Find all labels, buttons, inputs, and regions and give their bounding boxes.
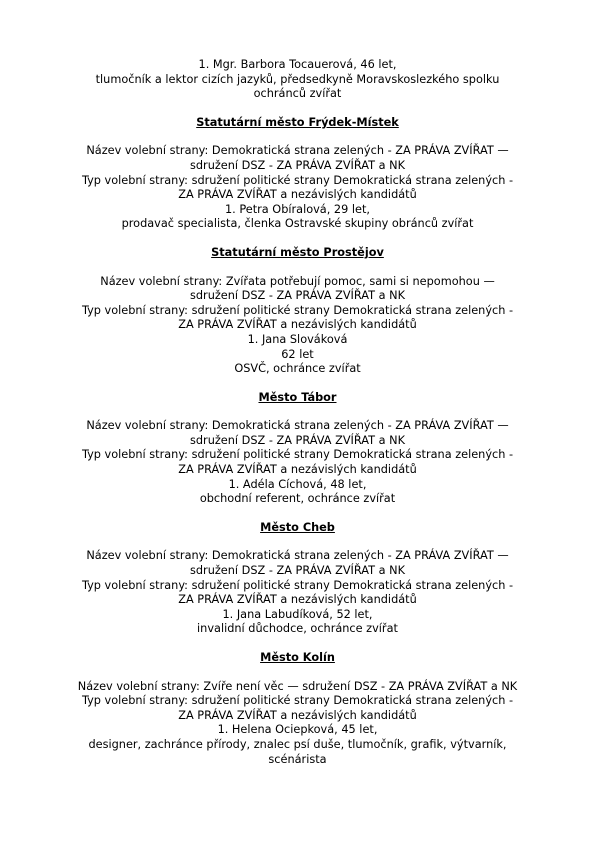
intro-line: tlumočník a lektor cizích jazyků, předsedkyně Moravskoslezkého spolku	[95, 72, 500, 86]
candidate-line: obchodní referent, ochránce zvířat	[199, 492, 396, 506]
candidate-line: 1. Petra Obíralová, 29 let,	[224, 202, 370, 216]
candidate-line: 62 let	[281, 347, 314, 361]
candidate-line: designer, zachránce přírody, znalec psí duše, tlumočník, grafik, výtvarník,	[88, 737, 507, 751]
candidate-line: 1. Adéla Cíchová, 48 let,	[228, 477, 367, 491]
party-name-line: Název volební strany: Demokratická strana zelených - ZA PRÁVA ZVÍŘAT —	[86, 549, 509, 563]
party-type-line: ZA PRÁVA ZVÍŘAT a nezávislých kandidátů	[178, 593, 417, 607]
section-kolin	[50, 651, 545, 767]
party-type-line: Typ volební strany: sdružení politické strany Demokratická strana zelených -	[81, 578, 514, 592]
intro-line: ochránců zvířat	[253, 87, 342, 101]
party-type-line: ZA PRÁVA ZVÍŘAT a nezávislých kandidátů	[178, 188, 417, 202]
section-frydek-mistek	[50, 116, 545, 232]
section-tabor	[50, 391, 545, 507]
party-type-line: Typ volební strany: sdružení politické strany Demokratická strana zelených -	[81, 448, 514, 462]
party-type-line: ZA PRÁVA ZVÍŘAT a nezávislých kandidátů	[178, 318, 417, 332]
party-type-line: Typ volební strany: sdružení politické strany Demokratická strana zelených -	[81, 173, 514, 187]
section-heading: Město Cheb	[260, 520, 335, 534]
section-heading: Město Kolín	[260, 651, 335, 664]
intro-block	[50, 58, 545, 102]
candidate-line: OSVČ, ochránce zvířat	[234, 362, 361, 376]
party-name-line: sdružení DSZ - ZA PRÁVA ZVÍŘAT a NK	[190, 433, 405, 447]
party-name-line: Název volební strany: Zvíře není věc — sdružení DSZ - ZA PRÁVA ZVÍŘAT a NK	[77, 679, 518, 693]
section-heading: Město Tábor	[258, 390, 337, 404]
section-heading: Statutární město Prostějov	[211, 245, 384, 259]
section-cheb	[50, 521, 545, 637]
party-type-line: Typ volební strany: sdružení politické strany Demokratická strana zelených -	[81, 694, 514, 708]
party-type-line: ZA PRÁVA ZVÍŘAT a nezávislých kandidátů	[178, 708, 417, 722]
party-name-line: Název volební strany: Demokratická strana zelených - ZA PRÁVA ZVÍŘAT —	[86, 144, 509, 158]
candidate-line: scénárista	[268, 752, 327, 766]
party-type-line: Typ volební strany: sdružení politické strany Demokratická strana zelených -	[81, 303, 514, 317]
document-page	[50, 58, 545, 767]
intro-line: 1. Mgr. Barbora Tocauerová, 46 let,	[198, 58, 397, 71]
party-name-line: sdružení DSZ - ZA PRÁVA ZVÍŘAT a NK	[190, 158, 405, 172]
party-name-line: Název volební strany: Demokratická strana zelených - ZA PRÁVA ZVÍŘAT —	[86, 419, 509, 433]
candidate-line: 1. Jana Labudíková, 52 let,	[222, 607, 373, 621]
party-name-line: sdružení DSZ - ZA PRÁVA ZVÍŘAT a NK	[190, 564, 405, 578]
party-type-line: ZA PRÁVA ZVÍŘAT a nezávislých kandidátů	[178, 463, 417, 477]
candidate-line: prodavač specialista, členka Ostravské skupiny obránců zvířat	[121, 217, 474, 231]
candidate-line: 1. Helena Ociepková, 45 let,	[217, 723, 378, 737]
section-heading: Statutární město Frýdek-Místek	[196, 115, 399, 129]
party-name-line: sdružení DSZ - ZA PRÁVA ZVÍŘAT a NK	[190, 289, 405, 303]
candidate-line: 1. Jana Slováková	[247, 332, 348, 346]
party-name-line: Název volební strany: Zvířata potřebují pomoc, sami si nepomohou —	[100, 274, 495, 288]
section-prostejov	[50, 246, 545, 377]
candidate-line: invalidní důchodce, ochránce zvířat	[197, 622, 398, 636]
